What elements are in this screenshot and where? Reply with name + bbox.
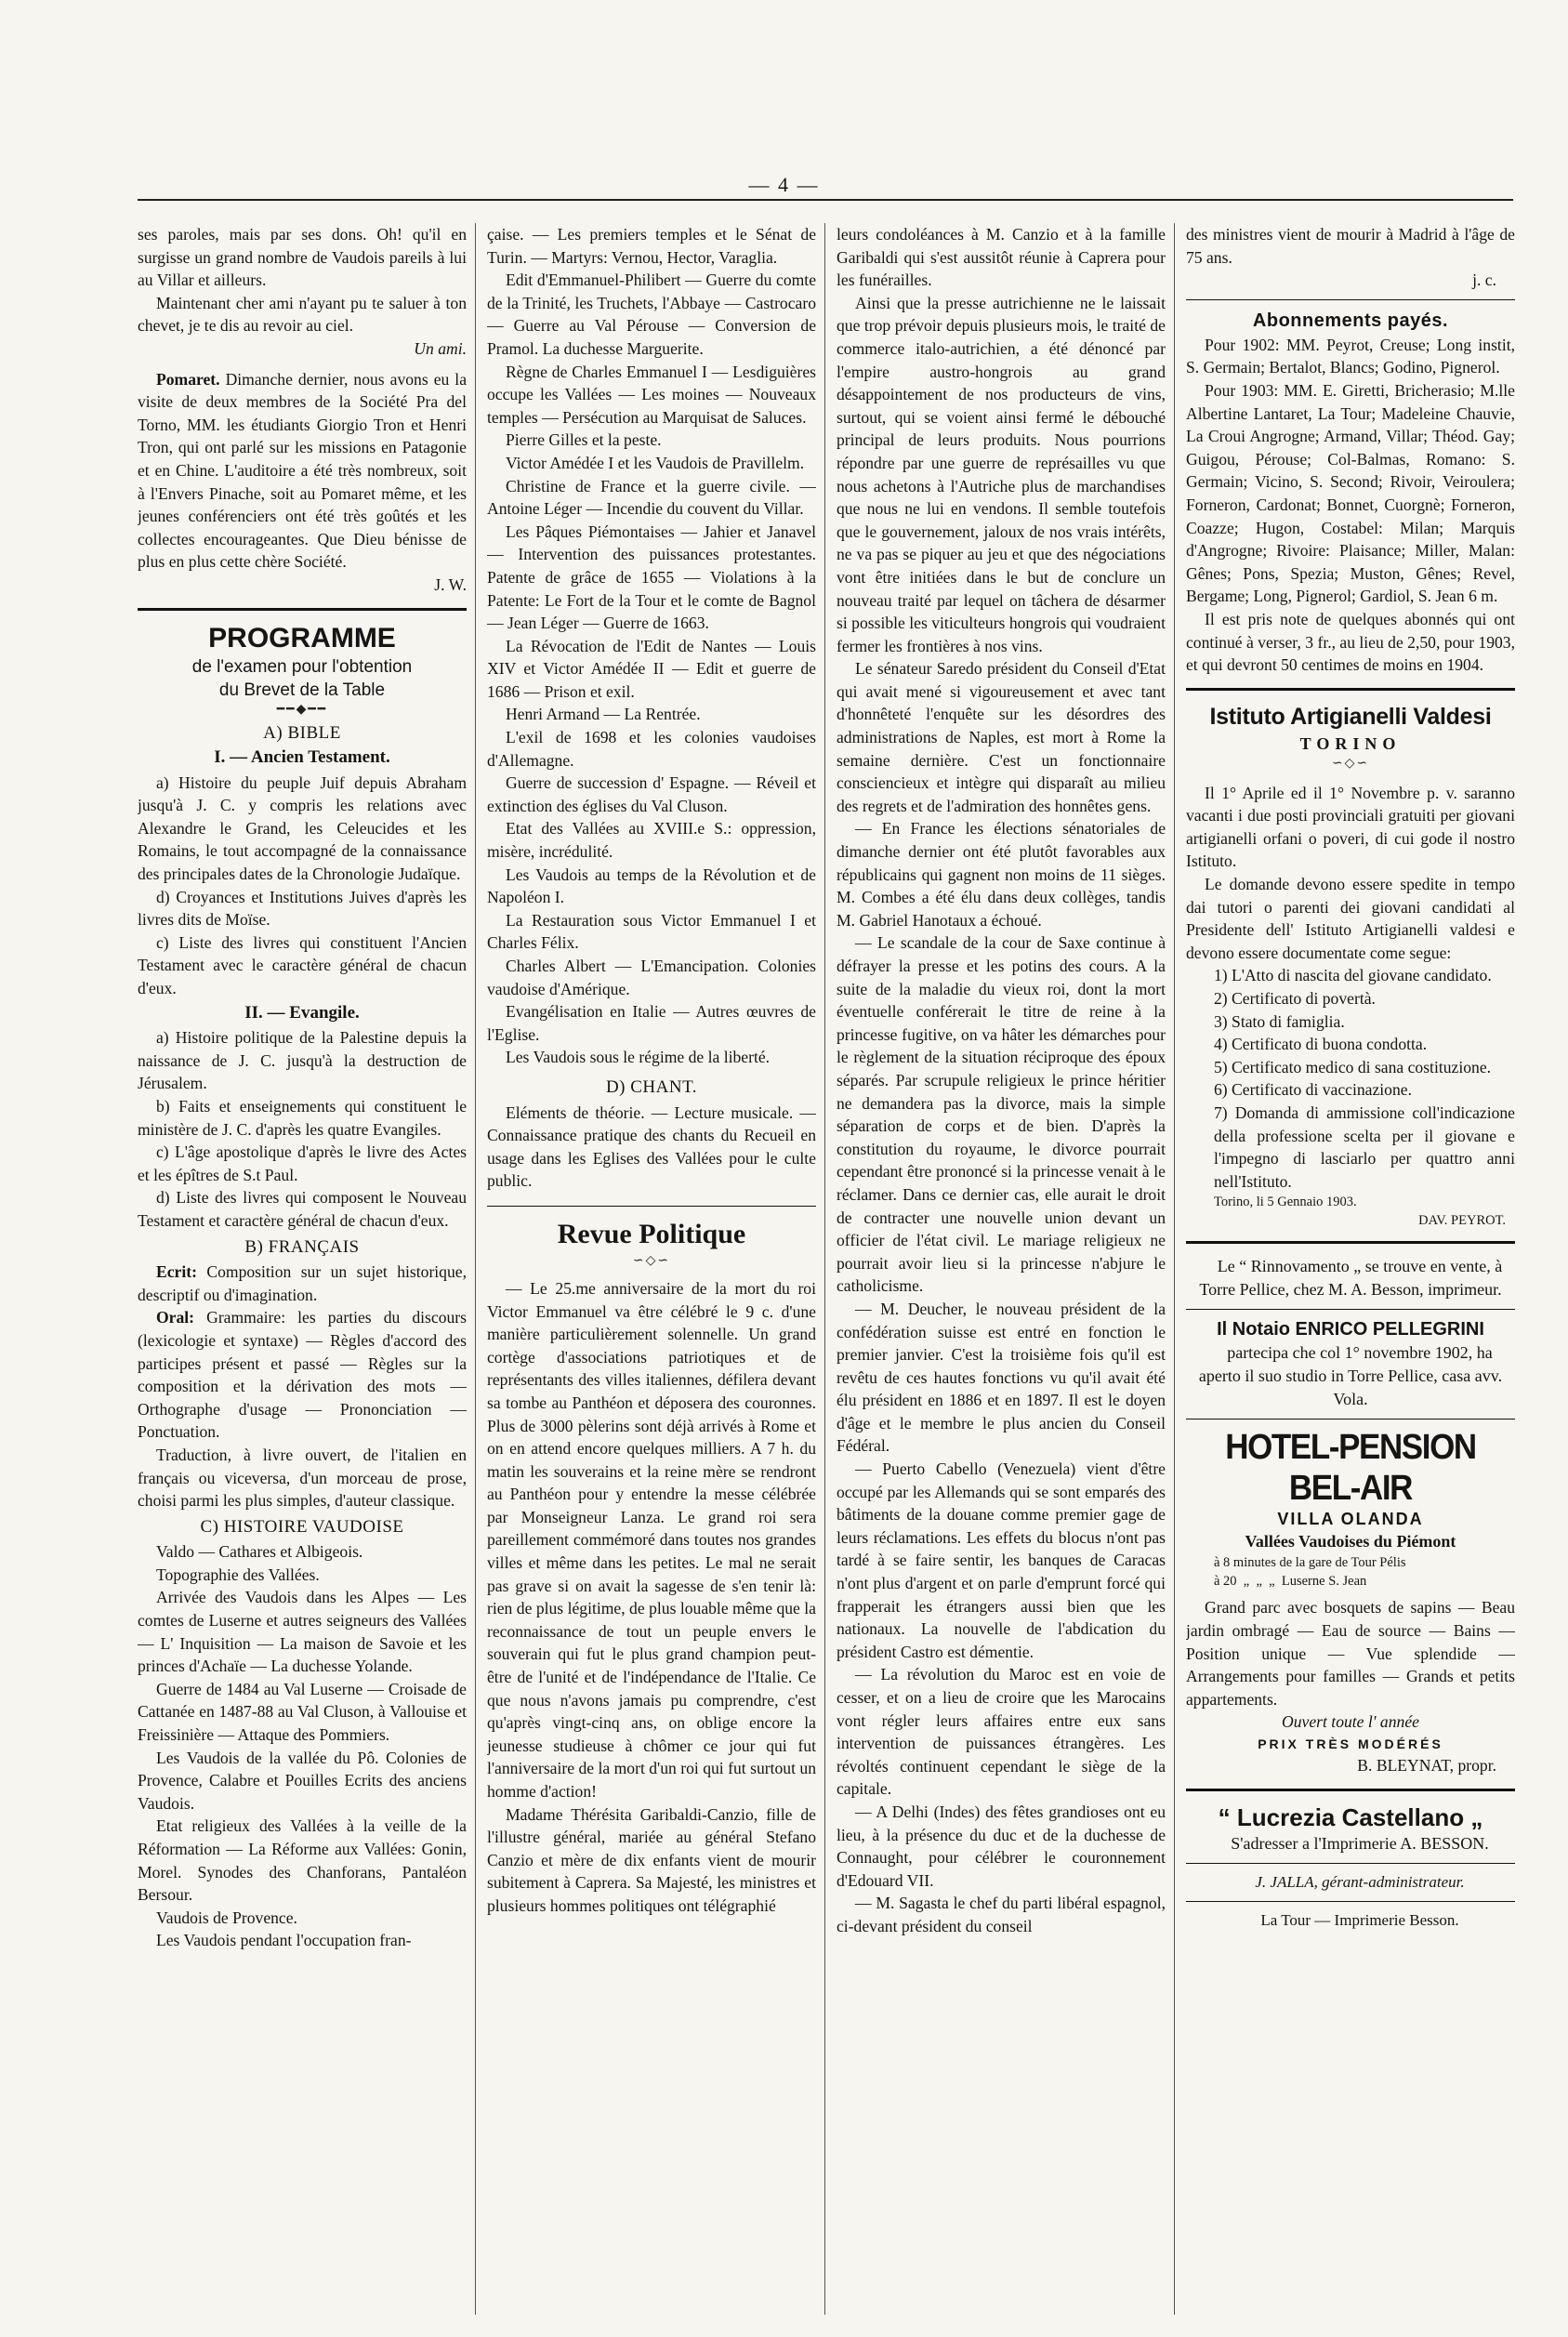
paragraph: c) Liste des livres qui constituent l'Ancien Testament avec le caractère général de chacun d'eux. xyxy=(138,932,467,998)
lucrezia-title: “ Lucrezia Castellano „ xyxy=(1218,1802,1483,1831)
paragraph: — A Delhi (Indes) des fêtes grandioses ont eu lieu, à la présence du duc et de la duchesse de Connaught, pour célébrer le couronnement d'Edouard VII. xyxy=(837,1802,1166,1890)
section-heading: C) HISTOIRE VAUDOISE xyxy=(200,1516,404,1537)
section-rule xyxy=(487,1206,816,1207)
gerant-line: J. JALLA, gérant-administrateur. xyxy=(1255,1872,1465,1891)
subsection-heading: II. — Evangile. xyxy=(244,1002,360,1023)
pomaret-text: Dimanche dernier, nous avons eu la visite de deux membres de la Société Pra del Torno, MM. les étudiants Giorgio Tron et Henri Tron, qui ont parlé sur les missions en Patagonie et en Chine. L'auditoire a été très nombreux, soit à l'Envers Pinache, soit au Pomaret même, et les jeunes conférenciers ont été très goûtés et les collectes encourageantes. Que Dieu bénisse de plus en plus cette chère Société. xyxy=(138,369,467,572)
column-divider xyxy=(475,223,476,2315)
paragraph: d) Liste des livres qui composent le Nouveau Testament et caractère général de chacun d'eux. xyxy=(138,1188,467,1230)
section-heading: B) FRANÇAIS xyxy=(244,1236,360,1257)
section-rule xyxy=(1186,1241,1515,1244)
section-rule xyxy=(1186,1863,1515,1864)
section-rule xyxy=(1186,299,1515,300)
paragraph: Pierre Gilles et la peste. xyxy=(506,430,662,450)
ecrit-text: Composition sur un sujet historique, descriptif ou d'imagination. xyxy=(138,1262,467,1304)
abonnements-title: Abonnements payés. xyxy=(1252,310,1449,331)
ecrit-lead: Ecrit: xyxy=(156,1262,197,1282)
column-divider xyxy=(1174,223,1175,2315)
hotel-owner: B. BLEYNAT, propr. xyxy=(1357,1755,1496,1775)
column-2 xyxy=(487,223,816,2315)
paragraph: Les Vaudois pendant l'occupation fran- xyxy=(156,1931,412,1950)
revue-politique-title: Revue Politique xyxy=(557,1218,746,1249)
paragraph: Il est pris note de quelques abonnés qui ont continué à verser, 3 fr., au lieu de 2,50, pour 1903, et qui devront 50 centimes de moins en 1904. xyxy=(1186,609,1515,675)
paragraph: c) L'âge apostolique d'après le livre des Actes et les épîtres de S.t Paul. xyxy=(138,1142,467,1184)
paragraph: Topographie des Vallées. xyxy=(156,1565,320,1584)
imprimerie-line: La Tour — Imprimerie Besson. xyxy=(1260,1910,1459,1929)
paragraph: Vaudois de Provence. xyxy=(156,1908,297,1927)
list-item: 6) Certificato di vaccinazione. xyxy=(1214,1080,1412,1100)
paragraph: Pour 1902: MM. Peyrot, Creuse; Long instit, S. Germain; Bertalot, Blancs; Godino, Pignerol. xyxy=(1186,335,1515,377)
section-rule xyxy=(1186,1789,1515,1791)
paragraph: — En France les élections sénatoriales de dimanche dernier ont été plutôt favorables aux républicains qui gagnent non moins de 11 sièges. M. Combes a été élu dans deux collèges, tandis M. Gabriel Hanotaux a échoué. xyxy=(837,819,1166,930)
signature: Un ami. xyxy=(414,338,467,358)
list-item: 5) Certificato medico di sana costituzione. xyxy=(1214,1057,1492,1076)
signature: j. c. xyxy=(1472,271,1496,290)
paragraph: Evangélisation en Italie — Autres œuvres de l'Eglise. xyxy=(487,1002,816,1044)
paragraph: des ministres vient de mourir à Madrid à l'âge de 75 ans. xyxy=(1186,225,1515,267)
paragraph: Grand parc avec bosquets de sapins — Beau jardin ombragé — Eau de source — Bains — Position unique — Vue splendide — Arrangements pour familles — Grands et petits appartements. xyxy=(1186,1598,1515,1709)
paragraph: leurs condoléances à M. Canzio et à la famille Garibaldi qui s'est aussitôt réunie à Caprera pour les funérailles. xyxy=(837,225,1166,290)
paragraph: Henri Armand — La Rentrée. xyxy=(506,705,701,724)
paragraph: Charles Albert — L'Emancipation. Colonies vaudoise d'Amérique. xyxy=(487,957,816,998)
paragraph: Madame Thérésita Garibaldi-Canzio, fille de l'illustre général, mariée au général Stefano Canzio et mère de dix enfants vient de mourir subitement à Caprera. Sa Majesté, les ministres et plusieurs hommes politiques ont télégraphié xyxy=(487,1804,816,1915)
section-heading: D) CHANT. xyxy=(605,1076,698,1097)
paragraph: Règne de Charles Emmanuel I — Lesdiguières occupe les Vallées — Les moines — Nouveaux temples — Persécution au Marquisat de Saluces. xyxy=(487,362,816,427)
oral-text: Grammaire: les parties du discours (lexicologie et syntaxe) — Règles d'accord des participes présent et passé — Règles sur la composition et la dérivation des mots — Orthographe d'usage — Prononciation — Ponctuation. xyxy=(138,1308,467,1442)
istituto-city: TORINO xyxy=(1299,733,1402,753)
hotel-subtitle: VILLA OLANDA xyxy=(1277,1510,1424,1529)
column-3 xyxy=(837,223,1166,2315)
pomaret-lead: Pomaret. xyxy=(156,369,220,389)
paragraph: Edit d'Emmanuel-Philibert — Guerre du comte de la Trinité, les Truchets, l'Abbaye — Castrocaro — Guerre au Val Pérouse — Conversion de Pramol. La duchesse Marguerite. xyxy=(487,271,816,358)
hotel-prix: PRIX TRÈS MODÉRÉS xyxy=(1258,1736,1443,1751)
paragraph: Maintenant cher ami n'ayant pu te saluer à ton chevet, je te dis au revoir au ciel. xyxy=(138,293,467,336)
paragraph xyxy=(138,1306,467,1444)
column-divider xyxy=(824,223,825,2315)
ornament-divider: ∽◇∽ xyxy=(632,1253,671,1268)
section-rule xyxy=(1186,688,1515,691)
signature: DAV. PEYROT. xyxy=(1418,1213,1506,1229)
paragraph: Les Pâques Piémontaises — Jahier et Janavel — Intervention des puissances protestantes. Patente de grâce de 1655 — Violations à la Patente: Le Fort de la Tour et le comte de Bagnol — Jean Léger — Guerre de 1663. xyxy=(487,522,816,633)
istituto-date: Torino, li 5 Gennaio 1903. xyxy=(1214,1195,1357,1210)
paragraph: Etat religieux des Vallées à la veille de la Réformation — La Réforme aux Vallées: Gonin, Morel. Synodes des Chanforans, Pantaléon Bersour. xyxy=(138,1816,467,1905)
programme-subtitle: du Brevet de la Table xyxy=(218,680,386,700)
oral-lead: Oral: xyxy=(156,1308,195,1327)
paragraph: Valdo — Cathares et Albigeois. xyxy=(156,1542,363,1562)
column-1 xyxy=(138,223,467,2315)
subsection-heading: I. — Ancien Testament. xyxy=(214,747,390,768)
paragraph: Il 1° Aprile ed il 1° Novembre p. v. saranno vacanti i due posti provinciali gratuiti per giovani artigianelli orfani o poveri, di cui gode il nostro Istituto. xyxy=(1186,783,1515,871)
paragraph: L'exil de 1698 et les colonies vaudoises d'Allemagne. xyxy=(487,728,816,770)
paragraph: Pour 1903: MM. E. Giretti, Bricherasio; M.lle Albertine Lantaret, La Tour; Madeleine Chauvie, La Croui Angrogne; Armand, Villar; Théod. Gay; Guigou, Pérouse; Col-Balmas, Romano: S. Germain; Vicino, S. Second; Rivoir, Veiroulera; Forneron, Cardonat; Bonnet, Cuorgnè; Forneron, Coazze; Hugon, Costabel: Milan; Marquis d'Angrogne; Rivoire: Plaisance; Miller, Malan: Gênes; Pons, Spezia; Muston, Gênes; Revel, Bergame; Long, Pignerol; Gardiol, S. Jean 6 m. xyxy=(1186,380,1515,606)
notaio-title: Il Notaio ENRICO PELLEGRINI xyxy=(1217,1319,1484,1340)
paragraph: — Le 25.me anniversaire de la mort du roi Victor Emmanuel va être célébré le 9 c. d'une manière particulièrement solennelle. Un grand cortège d'associations patriotiques et de représentants des villes italiennes, défilera devant sa tombe au Panthéon et déposera des couronnes. Plus de 3000 pèlerins sont déjà arrivés à Rome et on en attend encore quelques milliers. A 7 h. du matin les souverains et la reine mère se rendront au Panthéon pour y entendre la messe célébrée par Monseigneur Lanza. Le grand roi sera pareillement commémoré dans toutes nos grandes villes et même dans les petites. Le mal ne serait pas grave si on avait la sagesse de s'en tenir là: rien de plus légitime, de plus louable même que la reconnaissance de tout un peuple envers le souverain qui fut le plus grand champion peut-être de l'unité et de l'indépendance de l'Italie. Ce que nous n'avons jamais pu comprendre, c'est qu'après vingt-cinq ans, on oblige encore la jeunesse studieuse à chômer ce jour qui fut l'anniversaire de la mort d'un roi qui fut surtout un homme d'action! xyxy=(487,1278,816,1801)
page-number: — 4 — xyxy=(748,173,820,196)
paragraph: La Révocation de l'Edit de Nantes — Louis XIV et Victor Amédée II — Edit et guerre de 1686 — Prison et exil. xyxy=(487,636,816,701)
paragraph: çaise. — Les premiers temples et le Sénat de Turin. — Martyrs: Vernou, Hector, Varaglia. xyxy=(487,225,816,267)
paragraph: b) Faits et enseignements qui constituent le ministère de J. C. d'après les quatre Evangiles. xyxy=(138,1097,467,1139)
paragraph: — M. Deucher, le nouveau président de la confédération suisse est entré en fonction le premier janvier. C'est la troisième fois qu'il est revêtu de ces hautes fonctions vu qu'il avait été élu président en 1886 et en 1897. Il est le doyen d'âge et le membre le plus ancien du Conseil Fédéral. xyxy=(837,1299,1166,1456)
paragraph: Traduction, à livre ouvert, de l'italien en français ou viceversa, d'un morceau de prose, choisi parmi les plus simples, d'auteur classique. xyxy=(138,1445,467,1511)
hotel-open: Ouvert toute l' année xyxy=(1282,1712,1419,1732)
list-item: 4) Certificato di buona condotta. xyxy=(1214,1035,1428,1054)
hotel-distance: à 20 „ „ „ Luserne S. Jean xyxy=(1214,1574,1367,1590)
paragraph: Etat des Vallées au XVIII.e S.: oppression, misère, incrédulité. xyxy=(487,819,816,862)
hotel-distance: à 8 minutes de la gare de Tour Pélis xyxy=(1214,1555,1406,1571)
paragraph: — Puerto Cabello (Venezuela) vient d'être occupé par les Allemands qui se sont emparés des bâtiments de la douane comme premier gage de leurs réclamations. Les effets du blocus n'ont pas tardé à se faire sentir, les banques de Caracas n'ont plus d'argent et on parle d'emprunt forcé qui frapperait les étrangers aussi bien que les nationaux. La nouvelle de l'abdication du président Castro est démentie. xyxy=(837,1459,1166,1661)
paragraph: Guerre de succession d' Espagne. — Réveil et extinction des églises du Val Cluson. xyxy=(487,773,816,815)
signature: J. W. xyxy=(434,574,467,594)
paragraph: Ainsi que la presse autrichienne ne le laissait que trop prévoir depuis plusieurs mois, le traité de commerce italo-autrichien, a été dénoncé par l'empire austro-hongrois au grand désappointement de nos producteurs de vins, surtout, qui se voient ainsi fermé le débouché principal de leurs produits. Nous pourrions répondre par une guerre de représailles vu que nous achetons à l'Autriche plus de marchandises que nous ne lui en vendons. Il semble toutefois que le gouvernement, jaloux de nos vrais intérêts, ne va pas se piquer au jeu et que des négociations vont être initiées dans le but de conclure un nouveau traité par lequel on tâchera de désarmer si possible les viticulteurs hongrois qui voudraient fermer les frontières à nos vins. xyxy=(837,293,1166,655)
lucrezia-text: S'adresser a l'Imprimerie A. BESSON. xyxy=(1231,1833,1489,1853)
top-rule xyxy=(138,199,1513,201)
paragraph: — La révolution du Maroc est en voie de cesser, et on a lieu de croire que les Marocains vont régler leurs affaires entre eux sans intervention de puissances étrangères. Les révoltés continuent cependant le siège de la capitale. xyxy=(837,1665,1166,1799)
ornament-divider: ∽◇∽ xyxy=(1331,756,1370,771)
hotel-title: HOTEL-PENSION BEL-AIR xyxy=(1225,1428,1476,1509)
paragraph: Arrivée des Vaudois dans les Alpes — Les comtes de Luserne et autres seigneurs des Vallées — L' Inquisition — La maison de Savoie et les princes d'Achaïe — La duchesse Yolande. xyxy=(138,1588,467,1676)
paragraph: Les Vaudois au temps de la Révolution et de Napoléon I. xyxy=(487,865,816,907)
paragraph: Les Vaudois sous le régime de la liberté. xyxy=(506,1048,771,1067)
ornament-divider: ━━◆━━ xyxy=(276,702,328,717)
list-item: 3) Stato di famiglia. xyxy=(1214,1011,1345,1031)
paragraph: Le sénateur Saredo président du Conseil d'Etat qui avait mené si vigoureusement et avec tant d'honnêteté l'enquête sur les désordres des administrations de Naples, est mort à Rome la semaine dernière. C'est un fonctionnaire consciencieux et intègre qui disparaît au milieu des regrets et de l'admiration des honnêtes gens. xyxy=(837,659,1166,815)
pomaret-paragraph xyxy=(138,368,467,574)
section-rule xyxy=(138,608,467,611)
hotel-location: Vallées Vaudoises du Piémont xyxy=(1245,1532,1456,1551)
programme-subtitle: de l'examen pour l'obtention xyxy=(191,656,413,677)
section-heading: A) BIBLE xyxy=(263,722,341,743)
paragraph: Les Vaudois de la vallée du Pô. Colonies de Provence, Calabre et Pouilles Ecrits des anciens Vaudois. xyxy=(138,1748,467,1813)
rinnovamento-notice: Le “ Rinnovamento „ se trouve en vente, à Torre Pellice, chez M. A. Besson, imprimeur. xyxy=(1199,1257,1503,1300)
paragraph: Christine de France et la guerre civile. — Antoine Léger — Incendie du couvent du Villar. xyxy=(487,476,816,519)
section-rule xyxy=(1186,1309,1515,1310)
paragraph: a) Histoire du peuple Juif depuis Abraham jusqu'à J. C. y compris les relations avec Alexandre le Grand, les Celeucides et les Romains, le tout accompagné de la connaissance des principales dates de la Chronologie Judaïque. xyxy=(138,772,467,884)
paragraph: d) Croyances et Institutions Juives d'après les livres dits de Moïse. xyxy=(138,887,467,930)
istituto-title: Istituto Artigianelli Valdesi xyxy=(1209,703,1492,730)
paragraph: a) Histoire politique de la Palestine depuis la naissance de J. C. jusqu'à la destruction de Jérusalem. xyxy=(138,1028,467,1093)
section-rule xyxy=(1186,1901,1515,1902)
paragraph: La Restauration sous Victor Emmanuel I et Charles Félix. xyxy=(487,910,816,953)
notaio-text: partecipa che col 1° novembre 1902, ha aperto il suo studio in Torre Pellice, casa avv. Vola. xyxy=(1198,1343,1503,1409)
list-item: 7) Domanda di ammissione coll'indicazione della professione scelta per il giovane e l'impegno di lasciarlo per quattro anni nell'Istituto. xyxy=(1214,1103,1515,1191)
list-item: 2) Certificato di povertà. xyxy=(1214,989,1376,1009)
paragraph: ses paroles, mais par ses dons. Oh! qu'il en surgisse un grand nombre de Vaudois pareils à lui au Villar et ailleurs. xyxy=(138,225,467,290)
paragraph: — Le scandale de la cour de Saxe continue à défrayer la presse et les potins des cours. A la suite de la maladie du vieux roi, dont la mort éventuelle conférerait le titre de reine à la princesse fugitive, on va hâter les démarches pour le règlement de la situation réciproque des époux séparés. Par scrupule religieux le prince héritier ne demandera pas la divorce, mais la simple séparation de corps et de bien. D'après la constitution du royaume, le divorce pourrait cependant être prononcé si la princesse venait à le réclamer. Dans ce dernier cas, elle aurait le droit de contracter une nouvelle union devant un officier de l'état civil. Le mariage religieux ne pourrait avoir lieu si la princesse n'abjure le catholicisme. xyxy=(837,933,1166,1296)
paragraph xyxy=(138,1261,467,1306)
programme-title: PROGRAMME xyxy=(208,622,396,654)
paragraph: Eléments de théorie. — Lecture musicale. — Connaissance pratique des chants du Recueil en usage dans les Eglises des Vallées pour le culte public. xyxy=(487,1102,816,1191)
list-item: 1) L'Atto di nascita del giovane candidato. xyxy=(1214,966,1492,985)
paragraph: Guerre de 1484 au Val Luserne — Croisade de Cattanée en 1487-88 au Val Cluson, à Vallouise et Freissinière — Attaque des Pommiers. xyxy=(138,1679,467,1745)
paragraph: Le domande devono essere spedite in tempo dai tutori o parenti dei giovani candidati al Presidente dell' Istituto Artigianelli valdesi e devono essere documentate come segue: xyxy=(1186,875,1515,962)
paragraph: — M. Sagasta le chef du parti libéral espagnol, ci-devant président du conseil xyxy=(837,1894,1166,1935)
paragraph: Victor Amédée I et les Vaudois de Pravillelm. xyxy=(506,453,805,472)
column-4 xyxy=(1186,223,1515,2315)
